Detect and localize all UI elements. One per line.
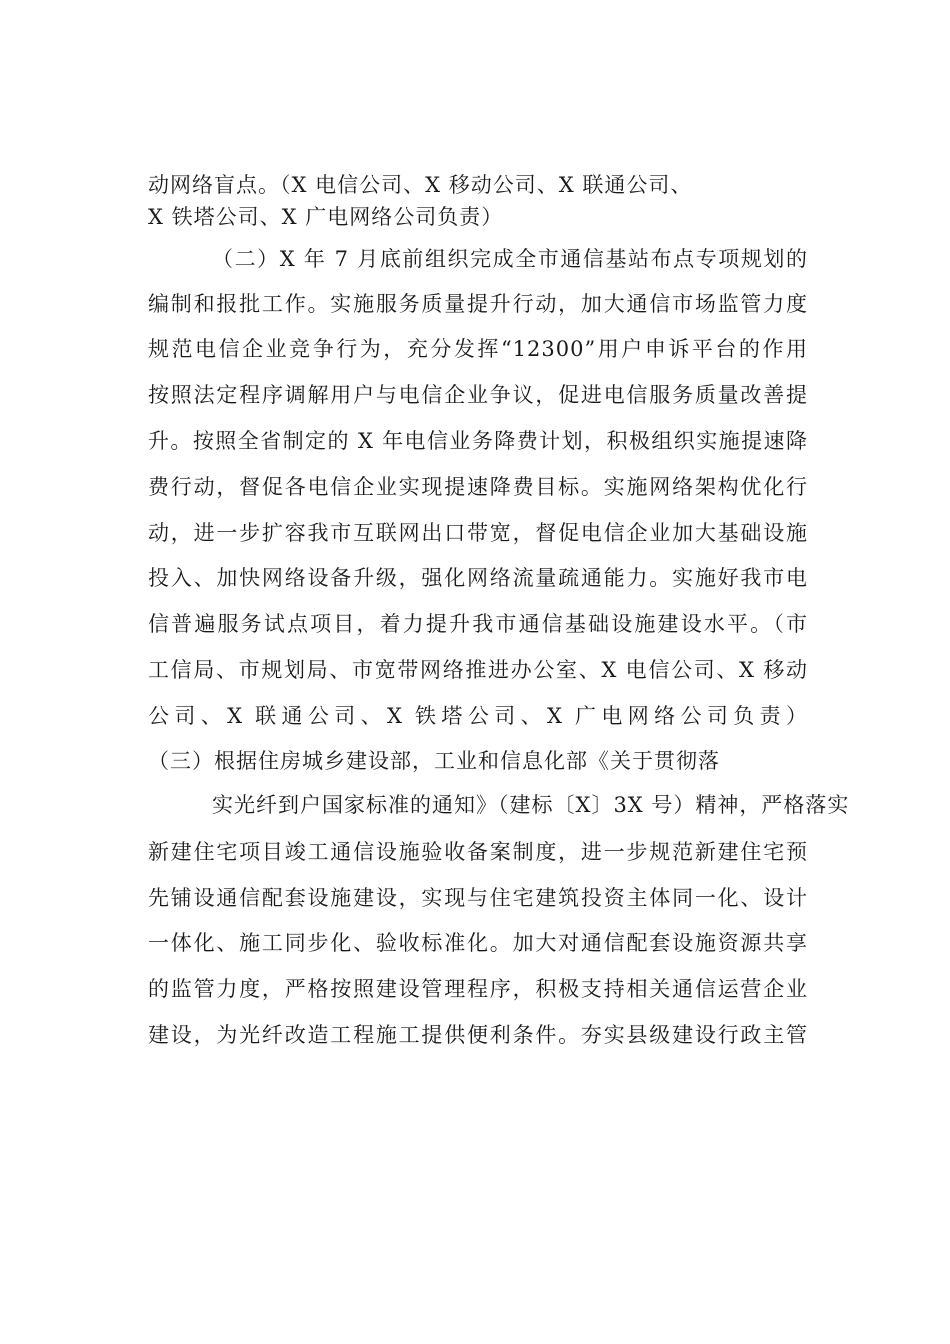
text-line: 升。按照全省制定的 X 年电信业务降费计划，积极组织实施提速降 <box>148 429 808 453</box>
text-line: 的监管力度，严格按照建设管理程序，积极支持相关通信运营企业 <box>148 977 808 1001</box>
text-line: 按照法定程序调解用户与电信企业争议，促进电信服务质量改善提 <box>148 383 808 407</box>
paragraph-start-line: 实光纤到户国家标准的通知》（建标〔X〕3X 号）精神，严格落实 <box>212 793 850 817</box>
text-line: 公司、X 联通公司、X 铁塔公司、X 广电网络公司负责） <box>148 704 808 728</box>
text-line: （三）根据住房城乡建设部，工业和信息化部《关于贯彻落 <box>148 749 720 773</box>
text-line: 动，进一步扩容我市互联网出口带宽，督促电信企业加大基础设施 <box>148 521 808 545</box>
text-line: 编制和报批工作。实施服务质量提升行动，加大通信市场监管力度 <box>148 292 808 316</box>
text-line: 动网络盲点。（X 电信公司、X 移动公司、X 联通公司、 <box>148 173 693 197</box>
text-line: 工信局、市规划局、市宽带网络推进办公室、X 电信公司、X 移动 <box>148 658 808 682</box>
text-line: 信普遍服务试点项目，着力提升我市通信基础设施建设水平。（市 <box>148 612 808 636</box>
text-line: 建设，为光纤改造工程施工提供便利条件。夯实县级建设行政主管 <box>148 1023 808 1047</box>
paragraph-start-line: （二）X 年 7 月底前组织完成全市通信基站布点专项规划的 <box>212 247 808 271</box>
text-line: 规范电信企业竞争行为，充分发挥“12300”用户申诉平台的作用 <box>148 337 808 361</box>
text-line <box>148 1112 808 1140</box>
text-line: 投入、加快网络设备升级，强化网络流量疏通能力。实施好我市电 <box>148 566 808 590</box>
text-line: 先铺设通信配套设施建设，实现与住宅建筑投资主体同一化、设计 <box>148 886 808 910</box>
text-line <box>148 1067 808 1095</box>
text-line: 费行动，督促各电信企业实现提速降费目标。实施网络架构优化行 <box>148 475 808 499</box>
text-line: 新建住宅项目竣工通信设施验收备案制度，进一步规范新建住宅预 <box>148 840 808 864</box>
text-line: 一体化、施工同步化、验收标准化。加大对通信配套设施资源共享 <box>148 931 808 955</box>
text-line: X 铁塔公司、X 广电网络公司负责） <box>148 205 504 229</box>
